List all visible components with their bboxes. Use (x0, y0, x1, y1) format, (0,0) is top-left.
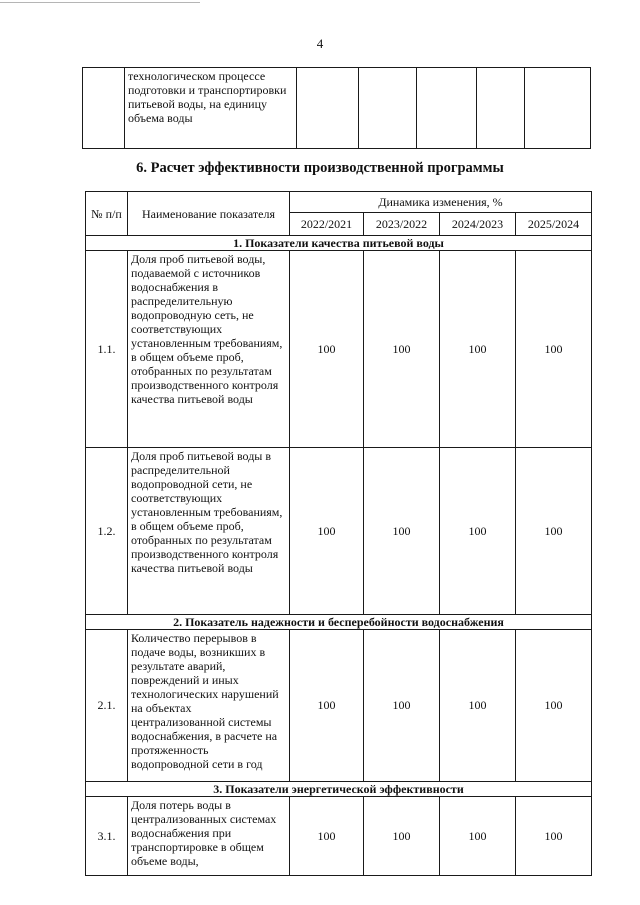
row-num: 2.1. (86, 630, 128, 782)
row-num: 1.1. (86, 251, 128, 448)
row-num: 1.2. (86, 448, 128, 615)
group-title: 3. Показатели энергетической эффективности (86, 782, 592, 797)
header-row (86, 192, 592, 213)
row-name: Количество перерывов в подаче воды, возникших в результате аварий, повреждений и иных технологических нарушений на объектах централизованной системы водоснабжения, в расчете на протяженность водопроводной сети в год (128, 630, 290, 782)
group-row (86, 615, 592, 630)
continuation-table (82, 67, 591, 149)
header-num: № п/п (86, 192, 128, 236)
row-value: 100 (440, 630, 516, 782)
empty-cell (525, 68, 591, 149)
row-num: 3.1. (86, 797, 128, 876)
header-year: 2025/2024 (516, 213, 592, 236)
header-year: 2024/2023 (440, 213, 516, 236)
empty-cell (359, 68, 417, 149)
efficiency-table (85, 191, 592, 876)
row-value: 100 (364, 630, 440, 782)
row-value: 100 (290, 797, 364, 876)
header-dynamics: Динамика изменения, % (290, 192, 592, 213)
row-value: 100 (290, 251, 364, 448)
row-value: 100 (440, 448, 516, 615)
table-row (86, 797, 592, 876)
empty-cell (297, 68, 359, 149)
page-number: 4 (316, 36, 324, 51)
row-value: 100 (364, 251, 440, 448)
header-year: 2022/2021 (290, 213, 364, 236)
table-row (86, 251, 592, 448)
group-title: 2. Показатель надежности и бесперебойности водоснабжения (86, 615, 592, 630)
header-year: 2023/2022 (364, 213, 440, 236)
row-value: 100 (440, 797, 516, 876)
group-title: 1. Показатели качества питьевой воды (86, 236, 592, 251)
row-value: 100 (516, 797, 592, 876)
group-row (86, 236, 592, 251)
row-value: 100 (364, 448, 440, 615)
row-name: Доля проб питьевой воды, подаваемой с источников водоснабжения в распределительную водопроводную сеть, не соответствующих установленным требованиям, в общем объеме проб, отобранных по результатам производственного контроля качества питьевой воды (128, 251, 290, 448)
row-value: 100 (516, 630, 592, 782)
row-value: 100 (290, 448, 364, 615)
table-row (86, 630, 592, 782)
continuation-row (83, 68, 591, 149)
empty-cell (417, 68, 477, 149)
scan-edge-line (0, 2, 200, 3)
row-value: 100 (364, 797, 440, 876)
row-value: 100 (290, 630, 364, 782)
section-title: 6. Расчет эффективности производственной программы (136, 160, 504, 176)
row-value: 100 (440, 251, 516, 448)
row-name: Доля проб питьевой воды в распределительной водопроводной сети, не соответствующих установленным требованиям, в общем объеме проб, отобранных по результатам производственного контроля качества питьевой воды (128, 448, 290, 615)
table-row (86, 448, 592, 615)
empty-cell (83, 68, 125, 149)
row-name: Доля потерь воды в централизованных системах водоснабжения при транспортировке в общем объеме воды, (128, 797, 290, 876)
row-value: 100 (516, 251, 592, 448)
header-name: Наименование показателя (128, 192, 290, 236)
continuation-name-cell: технологическом процессе подготовки и транспортировки питьевой воды, на единицу объема воды (125, 68, 297, 149)
row-value: 100 (516, 448, 592, 615)
empty-cell (477, 68, 525, 149)
group-row (86, 782, 592, 797)
